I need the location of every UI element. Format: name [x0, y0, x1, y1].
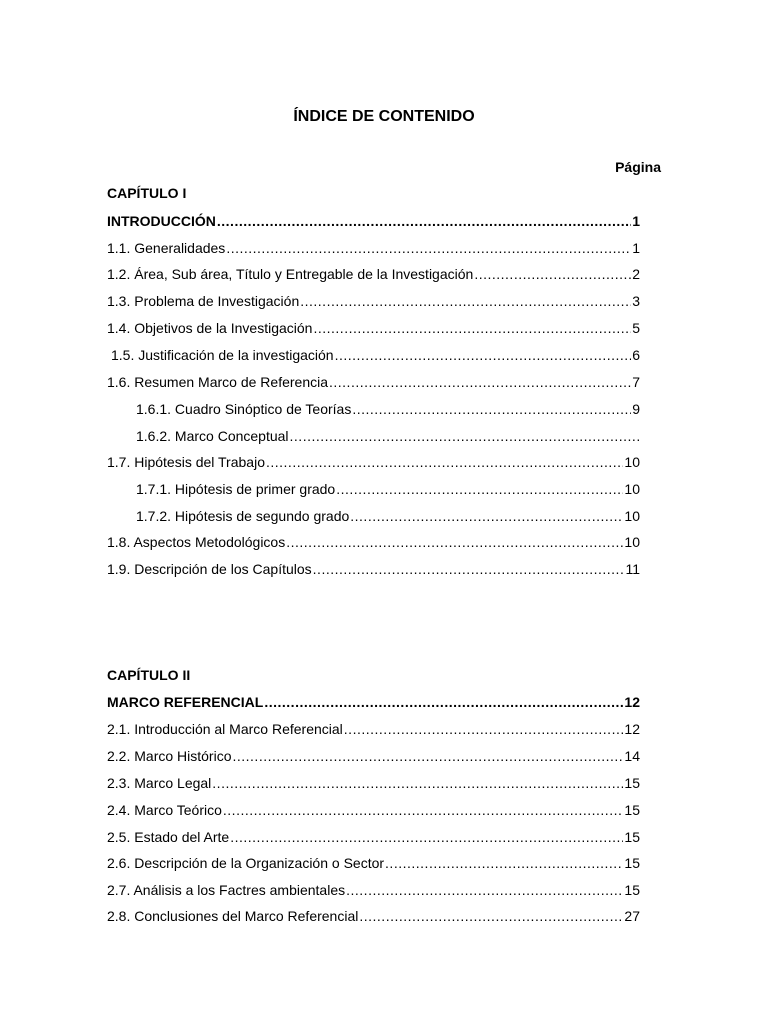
toc-entry-1-7-2[interactable] [136, 507, 640, 525]
toc-page-number: 6 [632, 347, 640, 363]
toc-chapter-1-heading[interactable] [107, 212, 640, 230]
toc-entry-1-5[interactable] [111, 346, 640, 364]
toc-page-number: 11 [625, 561, 640, 577]
toc-page-number: 1 [632, 213, 640, 229]
dot-leader [335, 346, 632, 364]
toc-page-number: 12 [624, 721, 640, 737]
toc-page-number: 7 [632, 374, 640, 390]
toc-entry-text: 2.2. Marco Histórico [107, 748, 232, 764]
dot-leader [232, 747, 623, 765]
toc-page-number: 3 [632, 293, 640, 309]
toc-page-number: 15 [624, 882, 640, 898]
dot-leader [350, 507, 623, 525]
toc-chapter-2-heading[interactable] [107, 693, 640, 711]
dot-leader [352, 400, 631, 418]
toc-page-number: 5 [632, 320, 640, 336]
chapter-2-label: CAPÍTULO II [107, 667, 191, 683]
dot-leader [313, 560, 625, 578]
toc-entry-text: 1.6.2. Marco Conceptual [136, 428, 289, 444]
dot-leader [223, 801, 624, 819]
toc-page-number: 15 [624, 855, 640, 871]
toc-entry-text: 1.6.1. Cuadro Sinóptico de Teorías [136, 401, 352, 417]
toc-entry-1-1[interactable] [107, 239, 640, 257]
toc-entry-text: 1.3. Problema de Investigación [107, 293, 300, 309]
toc-page-number: 14 [624, 748, 640, 764]
toc-entry-1-8[interactable] [107, 533, 640, 551]
toc-entry-text: 1.2. Área, Sub área, Título y Entregable de la Investigación [107, 266, 474, 282]
toc-page-number: 2 [632, 266, 640, 282]
page-title: ÍNDICE DE CONTENIDO [293, 108, 475, 125]
toc-entry-text: 2.8. Conclusiones del Marco Referencial [107, 908, 359, 924]
toc-entry-1-6[interactable] [107, 373, 640, 391]
dot-leader [313, 319, 631, 337]
dot-leader [264, 693, 623, 711]
toc-entry-2-3[interactable] [107, 774, 640, 792]
page-column-header: Página [615, 159, 661, 175]
toc-entry-1-3[interactable] [107, 292, 640, 310]
toc-entry-text: 2.5. Estado del Arte [107, 829, 230, 845]
dot-leader [286, 533, 623, 551]
toc-entry-text: 1.7.2. Hipótesis de segundo grado [136, 508, 350, 524]
toc-entry-2-4[interactable] [107, 801, 640, 819]
toc-entry-1-6-2[interactable] [136, 427, 640, 445]
toc-entry-text: 1.4. Objetivos de la Investigación [107, 320, 313, 336]
dot-leader [336, 480, 623, 498]
toc-page-number: 27 [624, 908, 640, 924]
toc-entry-text: 1.7. Hipótesis del Trabajo [107, 454, 265, 470]
toc-entry-2-5[interactable] [107, 828, 640, 846]
dot-leader [266, 453, 623, 471]
toc-entry-text: 1.8. Aspectos Metodológicos [107, 534, 286, 550]
dot-leader [346, 881, 623, 899]
toc-page-number: 10 [624, 508, 640, 524]
toc-entry-2-7[interactable] [107, 881, 640, 899]
dot-leader [300, 292, 631, 310]
dot-leader [329, 373, 631, 391]
dot-leader [217, 212, 631, 230]
toc-entry-1-7-1[interactable] [136, 480, 640, 498]
toc-entry-2-1[interactable] [107, 720, 640, 738]
toc-entry-text: 2.3. Marco Legal [107, 775, 212, 791]
toc-entry-1-2[interactable] [107, 265, 640, 283]
dot-leader [230, 828, 623, 846]
toc-entry-text: 2.7. Análisis a los Factres ambientales [107, 882, 346, 898]
toc-page-number: 12 [624, 694, 640, 710]
toc-entry-text: 2.4. Marco Teórico [107, 802, 222, 818]
toc-entry-text: MARCO REFERENCIAL [107, 694, 264, 710]
toc-entry-text: 1.1. Generalidades [107, 240, 226, 256]
dot-leader [385, 854, 623, 872]
toc-entry-text: 1.6. Resumen Marco de Referencia [107, 374, 328, 390]
toc-entry-text: INTRODUCCIÓN [107, 213, 216, 229]
toc-entry-2-6[interactable] [107, 854, 640, 872]
dot-leader [359, 907, 623, 925]
toc-entry-text: 1.9. Descripción de los Capítulos [107, 561, 312, 577]
toc-page-number: 15 [624, 829, 640, 845]
toc-page-number: 1 [632, 240, 640, 256]
toc-entry-1-9[interactable] [107, 560, 640, 578]
toc-entry-1-7[interactable] [107, 453, 640, 471]
toc-page-number: 15 [624, 802, 640, 818]
toc-entry-text: 2.6. Descripción de la Organización o Sector [107, 855, 385, 871]
toc-page-number: 15 [624, 775, 640, 791]
dot-leader [212, 774, 623, 792]
toc-entry-1-4[interactable] [107, 319, 640, 337]
chapter-1-label: CAPÍTULO I [107, 185, 187, 201]
toc-entry-2-2[interactable] [107, 747, 640, 765]
dot-leader [226, 239, 631, 257]
toc-entry-text: 1.5. Justificación de la investigación [111, 347, 334, 363]
dot-leader [344, 720, 624, 738]
toc-page-number: 9 [632, 401, 640, 417]
toc-page-number: 10 [624, 534, 640, 550]
toc-entry-text: 1.7.1. Hipótesis de primer grado [136, 481, 336, 497]
toc-entry-1-6-1[interactable] [136, 400, 640, 418]
toc-entry-text: 2.1. Introducción al Marco Referencial [107, 721, 343, 737]
toc-entry-2-8[interactable] [107, 907, 640, 925]
toc-page-number: 10 [624, 454, 640, 470]
dot-leader [474, 265, 631, 283]
dot-leader [290, 427, 639, 445]
toc-page-number: 10 [624, 481, 640, 497]
